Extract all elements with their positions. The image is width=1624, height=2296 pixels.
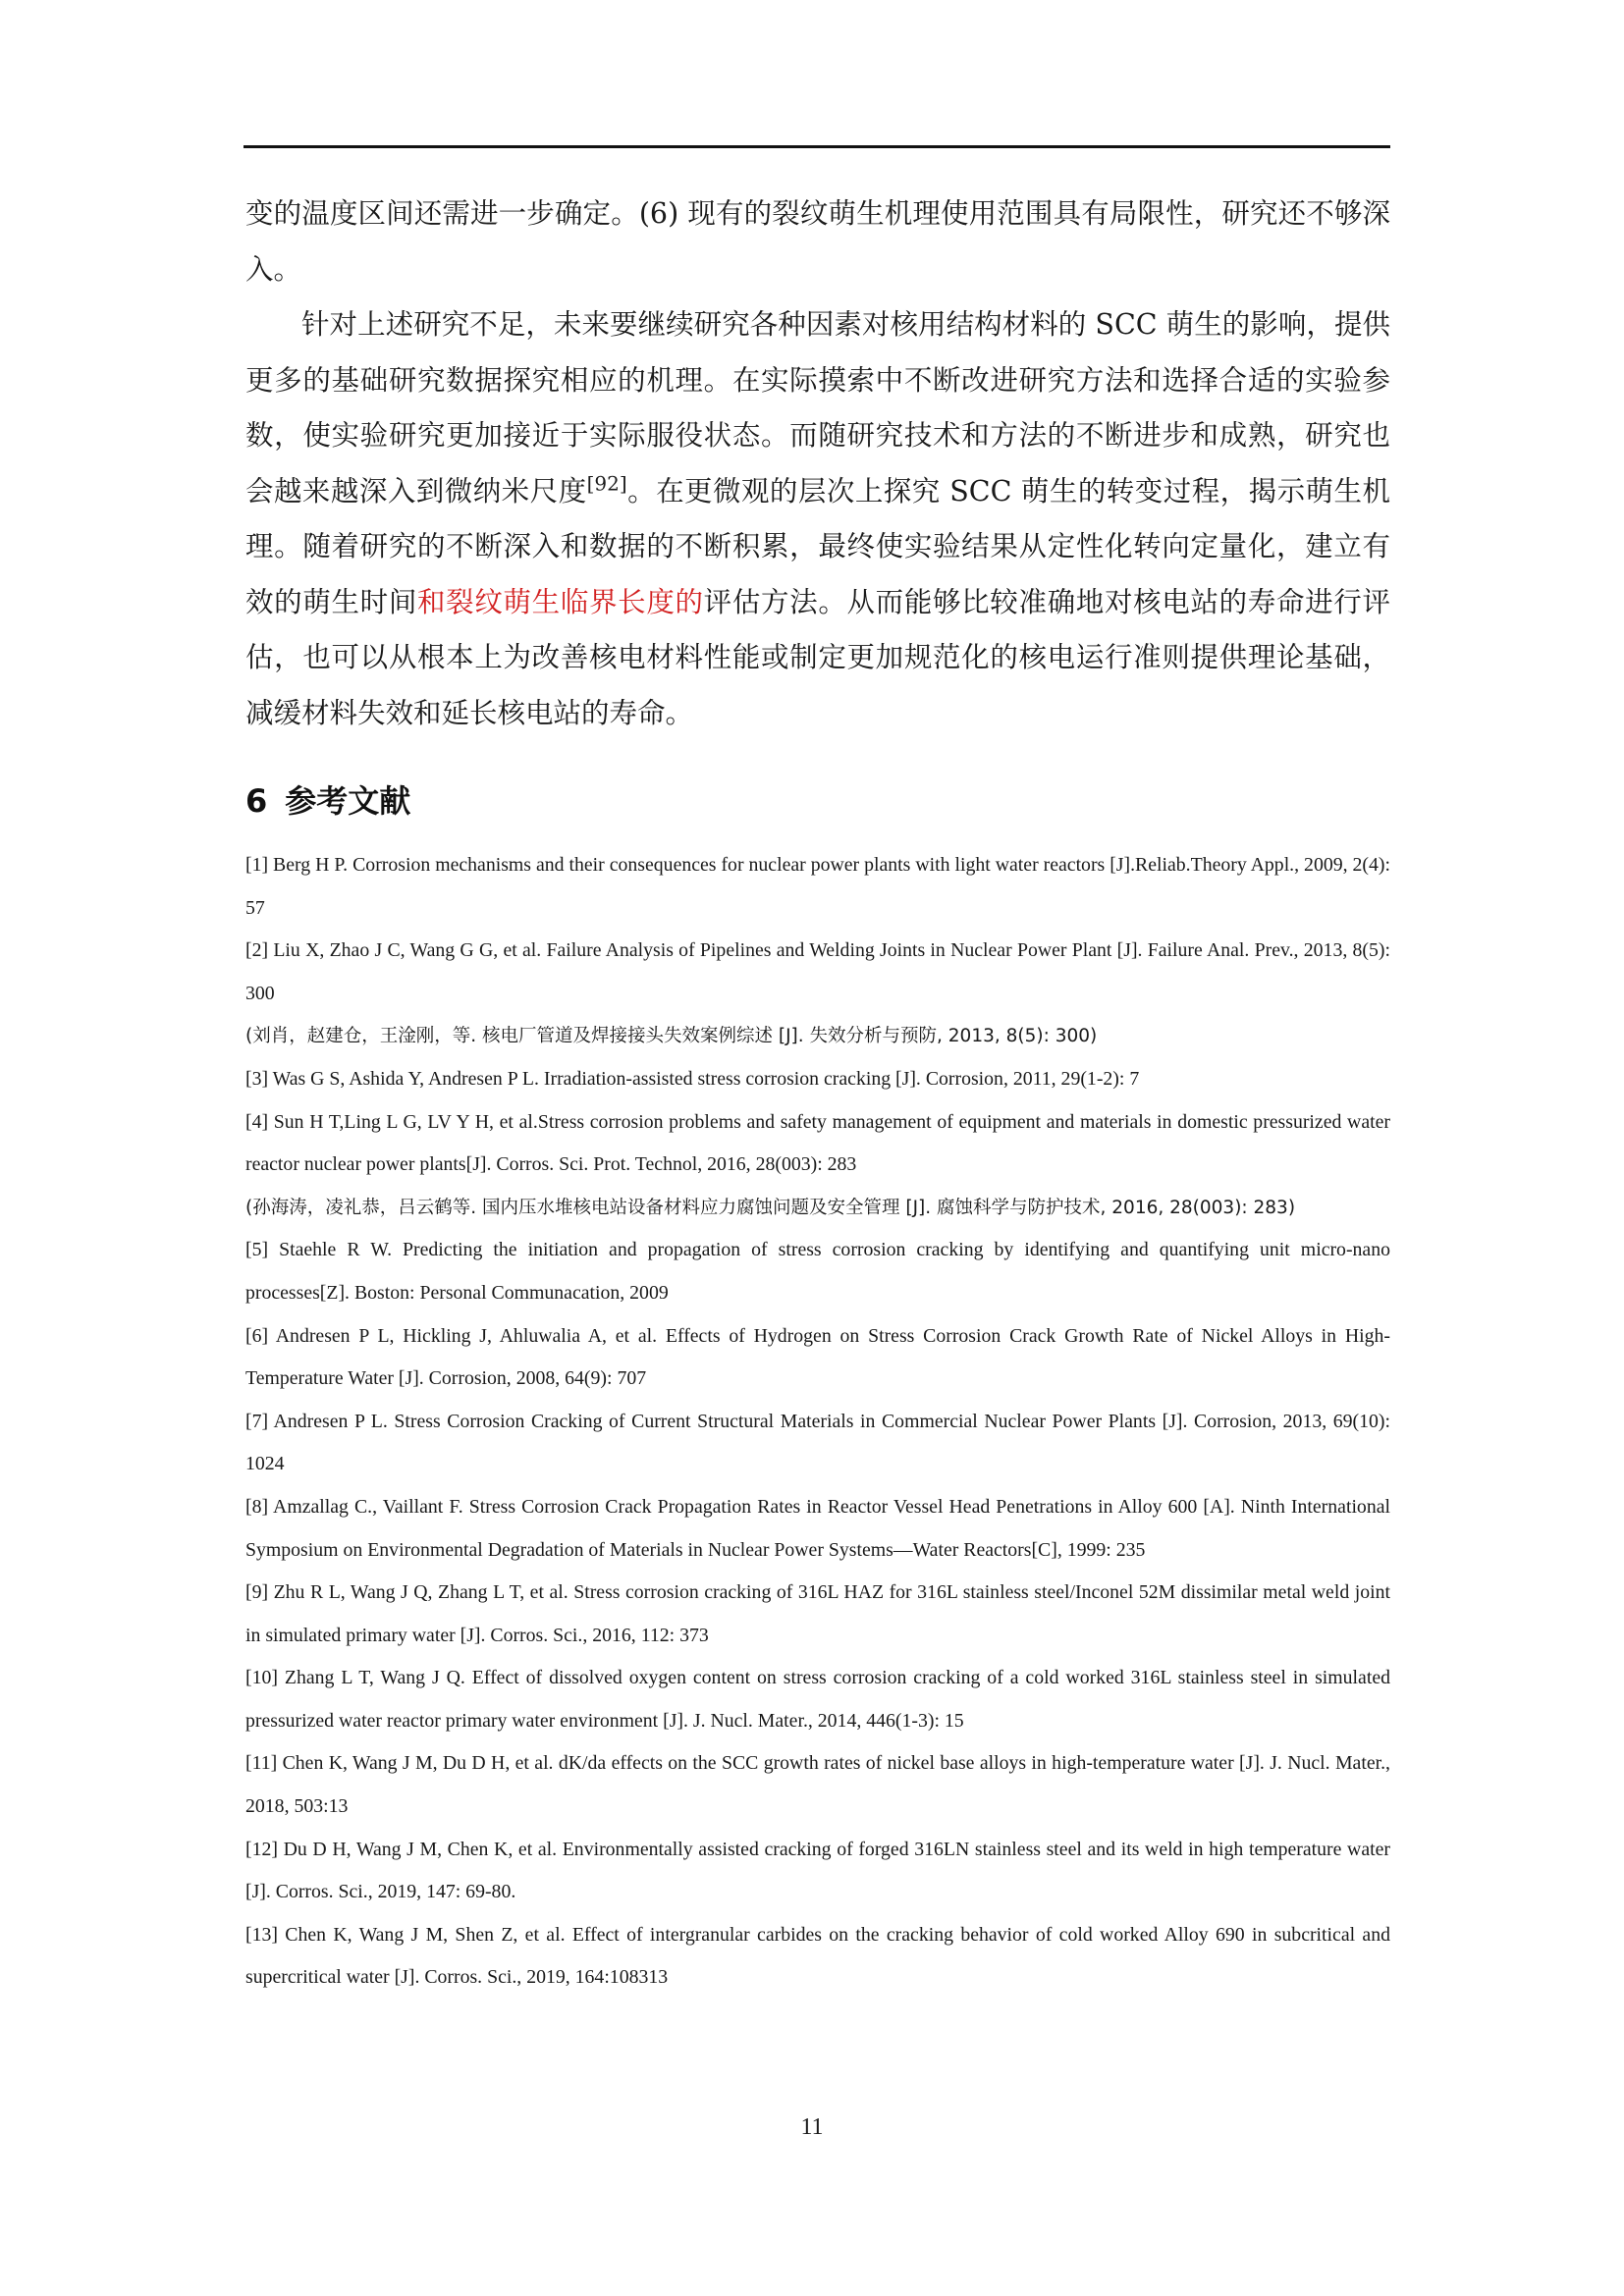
reference-2-chinese: (刘肖，赵建仓，王淦刚，等. 核电厂管道及焊接接头失效案例综述 [J]. 失效分析与预防, 2013, 8(5): 300)	[245, 1026, 1098, 1047]
reference-11: [11] Chen K, Wang J M, Du D H, et al. dK/da effects on the SCC growth rates of nickel base alloys in high-temperature water [J]. J. Nucl. Mater., 2018, 503:13	[245, 1752, 1390, 1818]
reference-2: [2] Liu X, Zhao J C, Wang G G, et al. Failure Analysis of Pipelines and Welding Joints in Nuclear Power Plant [J]. Failure Anal. Prev., 2013, 8(5): 300	[245, 939, 1390, 1004]
reference-6: [6] Andresen P L, Hickling J, Ahluwalia A, et al. Effects of Hydrogen on Stress Corrosion Crack Growth Rate of Nickel Alloys in High-Temperature Water [J]. Corrosion, 2008, 64(9): 707	[245, 1324, 1390, 1390]
reference-1: [1] Berg H P. Corrosion mechanisms and their consequences for nuclear power plants with light water reactors [J].Reliab.Theory Appl., 2009, 2(4): 57	[245, 854, 1390, 919]
reference-3: [3] Was G S, Ashida Y, Andresen P L. Irradiation-assisted stress corrosion cracking [J]. Corrosion, 2011, 29(1-2): 7	[245, 1067, 1140, 1090]
paragraph-2-text-b: 。在更微观的层次上探究 SCC 萌生的转变过程，揭示萌生机理。随着研究的不断深入和数据的不断积累，最终使实验结果从定性化转向定量化，建立有效的萌生时间	[245, 474, 1390, 618]
reference-list	[245, 844, 1390, 2000]
highlighted-text: 和裂纹萌生临界长度的	[417, 585, 704, 618]
paragraph-2-text-c: 评估方法。从而能够比较准确地对核电站的寿命进行评估，也可以从根本上为改善核电材料性能或制定更加规范化的核电运行准则提供理论基础，减缓材料失效和延长核电站的寿命。	[245, 585, 1390, 729]
section-heading-references	[245, 772, 410, 830]
reference-9: [9] Zhu R L, Wang J Q, Zhang L T, et al. Stress corrosion cracking of 316L HAZ for 316L stainless steel/Inconel 52M dissimilar metal weld joint in simulated primary water [J]. Corros. Sci., 2016, 112: 373	[245, 1581, 1390, 1646]
reference-5: [5] Staehle R W. Predicting the initiation and propagation of stress corrosion cracking by identifying and quantifying unit micro-nano processes[Z]. Boston: Personal Communacation, 2009	[245, 1239, 1390, 1304]
reference-7: [7] Andresen P L. Stress Corrosion Cracking of Current Structural Materials in Commercial Nuclear Power Plants [J]. Corrosion, 2013, 69(10): 1024	[245, 1410, 1390, 1475]
section-number: 6	[245, 782, 268, 820]
body-paragraph-2	[245, 297, 1390, 741]
citation-92: [92]	[586, 471, 627, 495]
reference-12: [12] Du D H, Wang J M, Chen K, et al. Environmentally assisted cracking of forged 316LN stainless steel and its weld in high temperature water [J]. Corros. Sci., 2019, 147: 69-80.	[245, 1838, 1390, 1903]
reference-4-chinese: (孙海涛，凌礼恭，吕云鹤等. 国内压水堆核电站设备材料应力腐蚀问题及安全管理 [J]. 腐蚀科学与防护技术, 2016, 28(003): 283)	[245, 1197, 1296, 1218]
section-title: 参考文献	[285, 782, 411, 820]
paragraph-1-text: 变的温度区间还需进一步确定。(6) 现有的裂纹萌生机理使用范围具有局限性，研究还不够深入。	[245, 197, 1390, 286]
reference-4: [4] Sun H T,Ling L G, LV Y H, et al.Stress corrosion problems and safety management of equipment and materials in domestic pressurized water reactor nuclear power plants[J]. Corros. Sci. Prot. Technol, 2016, 28(003): 283	[245, 1110, 1390, 1176]
page-number: 11	[800, 2114, 824, 2140]
body-paragraph-1	[245, 187, 1390, 297]
paragraph-2-text-a: 针对上述研究不足，未来要继续研究各种因素对核用结构材料的 SCC 萌生的影响，提供更多的基础研究数据探究相应的机理。在实际摸索中不断改进研究方法和选择合适的实验参数，使实验研究更加接近于实际服役状态。而随研究技术和方法的不断进步和成熟，研究也会越来越深入到微纳米尺度	[245, 308, 1390, 507]
reference-13: [13] Chen K, Wang J M, Shen Z, et al. Effect of intergranular carbides on the cracking behavior of cold worked Alloy 690 in subcritical and supercritical water [J]. Corros. Sci., 2019, 164:108313	[245, 1923, 1390, 1989]
reference-10: [10] Zhang L T, Wang J Q. Effect of dissolved oxygen content on stress corrosion cracking of a cold worked 316L stainless steel in simulated pressurized water reactor primary water environment [J]. J. Nucl. Mater., 2014, 446(1-3): 15	[245, 1667, 1390, 1732]
header-rule	[244, 145, 1390, 148]
reference-8: [8] Amzallag C., Vaillant F. Stress Corrosion Crack Propagation Rates in Reactor Vessel Head Penetrations in Alloy 600 [A]. Ninth International Symposium on Environmental Degradation of Materials in Nuclear Power Systems—Water Reactors[C], 1999: 235	[245, 1495, 1390, 1561]
